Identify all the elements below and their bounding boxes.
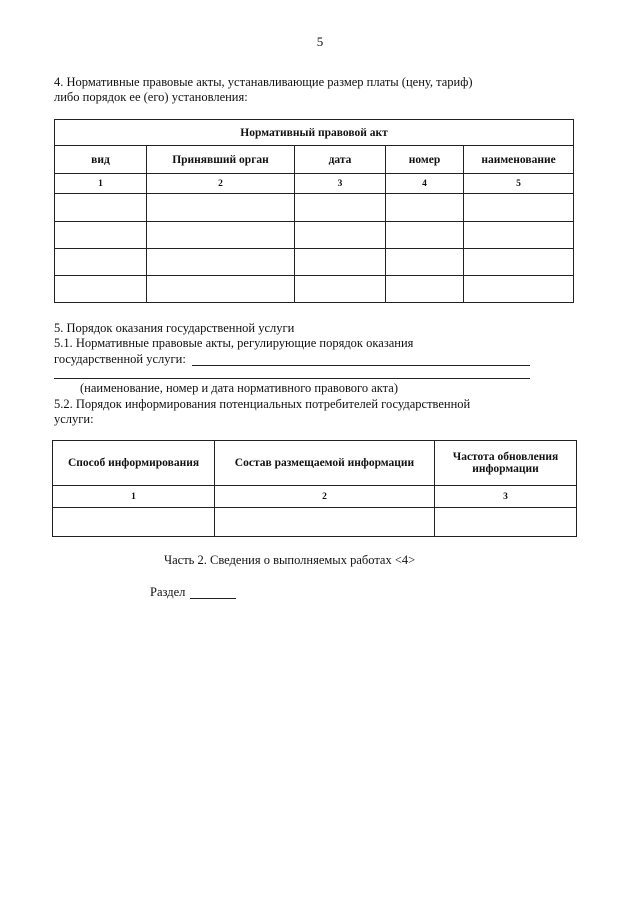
col-index: 5 — [464, 174, 574, 194]
col-info-frequency-line-2: информации — [472, 463, 539, 475]
section-5-1-line-2: государственной услуги: — [54, 352, 186, 366]
table-cell — [147, 222, 295, 249]
table-row — [55, 276, 574, 303]
table-cell — [55, 194, 147, 222]
part-2-title: Часть 2. Сведения о выполняемых работах <4> — [164, 553, 416, 567]
razdel-underline — [190, 598, 236, 599]
acts-table-header: Нормативный правовой акт — [55, 120, 574, 146]
col-number: номер — [386, 146, 464, 174]
table-cell — [55, 276, 147, 303]
information-table — [52, 440, 577, 537]
table-cell — [386, 222, 464, 249]
col-info-frequency — [435, 441, 577, 486]
section-5-title: 5. Порядок оказания государственной услуги — [54, 321, 295, 335]
table-cell — [464, 194, 574, 222]
table-cell — [295, 194, 386, 222]
table-cell — [386, 249, 464, 276]
act-underline-1 — [192, 365, 530, 366]
table-cell — [55, 249, 147, 276]
col-index: 3 — [295, 174, 386, 194]
table-row — [55, 222, 574, 249]
table-cell — [55, 222, 147, 249]
table-cell — [215, 508, 435, 537]
table-row — [55, 249, 574, 276]
col-index: 1 — [55, 174, 147, 194]
table-cell — [295, 249, 386, 276]
table-cell — [464, 249, 574, 276]
col-index: 4 — [386, 174, 464, 194]
normative-acts-table — [54, 119, 574, 303]
col-info-content: Состав размещаемой информации — [215, 441, 435, 486]
table-cell — [386, 276, 464, 303]
col-info-method: Способ информирования — [53, 441, 215, 486]
page-number: 5 — [316, 34, 324, 49]
table-cell — [386, 194, 464, 222]
col-info-frequency-line-1: Частота обновления — [452, 451, 559, 463]
table-cell — [464, 276, 574, 303]
col-index: 2 — [215, 486, 435, 508]
section-5-2-line-2: услуги: — [54, 412, 94, 426]
table-cell — [295, 222, 386, 249]
act-underline-2 — [54, 378, 530, 379]
col-date: дата — [295, 146, 386, 174]
section-4-line-2: либо порядок ее (его) установления: — [54, 90, 248, 104]
table-cell — [464, 222, 574, 249]
col-name: наименование — [464, 146, 574, 174]
table-cell — [147, 249, 295, 276]
section-5-1-line-1: 5.1. Нормативные правовые акты, регулирующие порядок оказания — [54, 336, 414, 350]
col-issuing-body: Принявший орган — [147, 146, 295, 174]
table-cell — [147, 194, 295, 222]
table-row — [53, 508, 577, 537]
table-cell — [147, 276, 295, 303]
table-cell — [435, 508, 577, 537]
table-row — [55, 194, 574, 222]
table-cell — [295, 276, 386, 303]
act-caption: (наименование, номер и дата нормативного правового акта) — [80, 381, 398, 395]
table-cell — [53, 508, 215, 537]
section-4-line-1: 4. Нормативные правовые акты, устанавливающие размер платы (цену, тариф) — [54, 75, 473, 89]
col-vid: вид — [55, 146, 147, 174]
col-index: 1 — [53, 486, 215, 508]
col-index: 3 — [435, 486, 577, 508]
razdel-label: Раздел — [150, 585, 186, 599]
col-index: 2 — [147, 174, 295, 194]
section-5-2-line-1: 5.2. Порядок информирования потенциальных потребителей государственной — [54, 397, 471, 411]
